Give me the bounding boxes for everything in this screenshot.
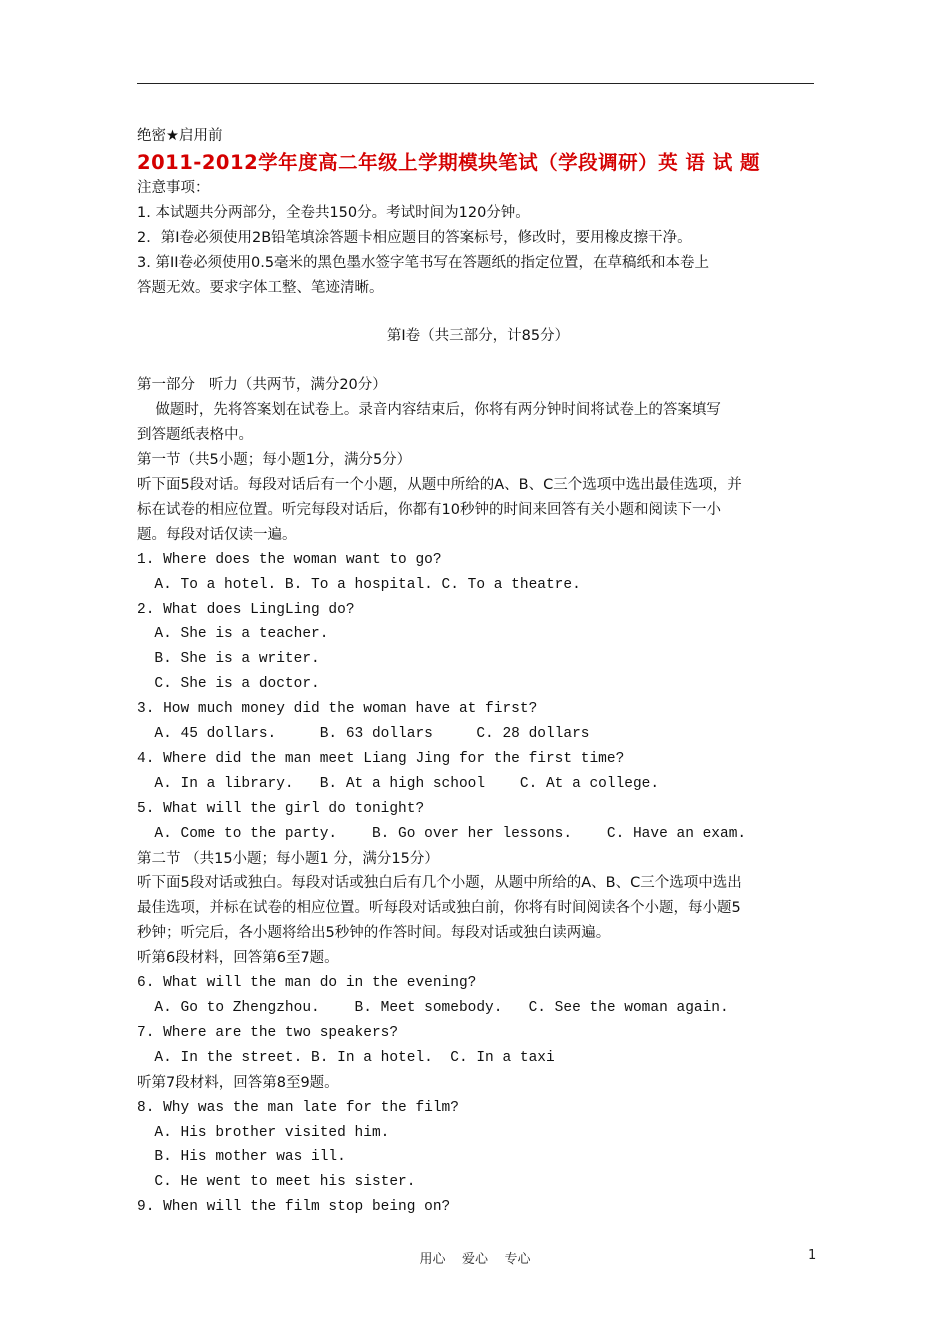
header-rule: [137, 83, 814, 84]
question-line: 1. Where does the woman want to go?: [137, 551, 442, 568]
notice-item: 2．第Ⅰ卷必须使用2B铅笔填涂答题卡相应题目的答案标号，修改时，要用橡皮擦干净。: [137, 229, 692, 246]
question-line: 3. How much money did the woman have at first?: [137, 701, 538, 718]
option-line: A. In a library. B. At a high school C. At a college.: [137, 775, 660, 792]
option-line: A. She is a teacher.: [137, 626, 329, 643]
option-line: A. In the street. B. In a hotel. C. In a taxi: [137, 1049, 555, 1066]
option-line: C. He went to meet his sister.: [137, 1174, 416, 1191]
part1-heading: 第一部分 听力（共两节，满分20分）: [137, 377, 387, 394]
page-number: 1: [808, 1248, 817, 1263]
material-heading: 听第6段材料，回答第6至7题。: [137, 950, 339, 967]
section2-intro-line: 听下面5段对话或独白。每段对话或独白后有几个小题，从题中所给的A、B、C三个选项中选出: [137, 875, 742, 892]
material-heading: 听第7段材料，回答第8至9题。: [137, 1074, 339, 1091]
section2-heading: 第二节 （共15小题；每小题1 分，满分15分）: [137, 850, 439, 867]
part1-intro-line: 到答题纸表格中。: [137, 427, 253, 444]
part1-intro-line: 做题时，先将答案划在试卷上。录音内容结束后，你将有两分钟时间将试卷上的答案填写: [137, 402, 721, 419]
question-line: 8. Why was the man late for the film?: [137, 1099, 459, 1116]
question-line: 7. Where are the two speakers?: [137, 1024, 399, 1041]
question-line: 9. When will the film stop being on?: [137, 1199, 451, 1216]
section1-heading: 第一节（共5小题；每小题1分，满分5分）: [137, 452, 412, 469]
confidential-label: 绝密★启用前: [137, 128, 223, 144]
option-line: C. She is a doctor.: [137, 676, 320, 693]
option-line: A. 45 dollars. B. 63 dollars C. 28 dollars: [137, 726, 590, 743]
question-line: 4. Where did the man meet Liang Jing for the first time?: [137, 750, 625, 767]
option-line: B. His mother was ill.: [137, 1149, 346, 1166]
option-line: A. To a hotel. B. To a hospital. C. To a theatre.: [137, 576, 581, 593]
volume-heading: 第Ⅰ卷（共三部分，计85分）: [386, 328, 570, 345]
section2-intro-line: 最佳选项，并标在试卷的相应位置。听每段对话或独白前，你将有时间阅读各个小题，每小题5: [137, 900, 741, 917]
exam-title: 2011-2012学年度高二年级上学期模块笔试（学段调研）英 语 试 题: [137, 150, 761, 174]
question-line: 6. What will the man do in the evening?: [137, 975, 477, 992]
section1-intro-line: 听下面5段对话。每段对话后有一个小题，从题中所给的A、B、C三个选项中选出最佳选项，并: [137, 476, 742, 493]
section2-intro-line: 秒钟；听完后，各小题将给出5秒钟的作答时间。每段对话或独白读两遍。: [137, 925, 611, 942]
question-line: 2. What does LingLing do?: [137, 601, 355, 618]
notice-item: 3. 第II卷必须使用0.5毫米的黑色墨水签字笔书写在答题纸的指定位置，在草稿纸和本卷上: [137, 254, 710, 271]
section1-intro-line: 题。每段对话仅读一遍。: [137, 526, 297, 543]
notice-item: 答题无效。要求字体工整、笔迹清晰。: [137, 279, 384, 296]
option-line: B. She is a writer.: [137, 651, 320, 668]
question-line: 5. What will the girl do tonight?: [137, 800, 425, 817]
footer-text: 用心 爱心 专心: [419, 1252, 531, 1267]
exam-content: [137, 124, 819, 1220]
option-line: A. His brother visited him.: [137, 1124, 390, 1141]
notice-item: 1. 本试题共分两部分，全卷共150分。考试时间为120分钟。: [137, 204, 530, 221]
option-line: A. Come to the party. B. Go over her lessons. C. Have an exam.: [137, 825, 747, 842]
section1-intro-line: 标在试卷的相应位置。听完每段对话后，你都有10秒钟的时间来回答有关小题和阅读下一小: [137, 501, 721, 518]
option-line: A. Go to Zhengzhou. B. Meet somebody. C. See the woman again.: [137, 1000, 729, 1016]
notice-heading: 注意事项：: [137, 179, 210, 196]
